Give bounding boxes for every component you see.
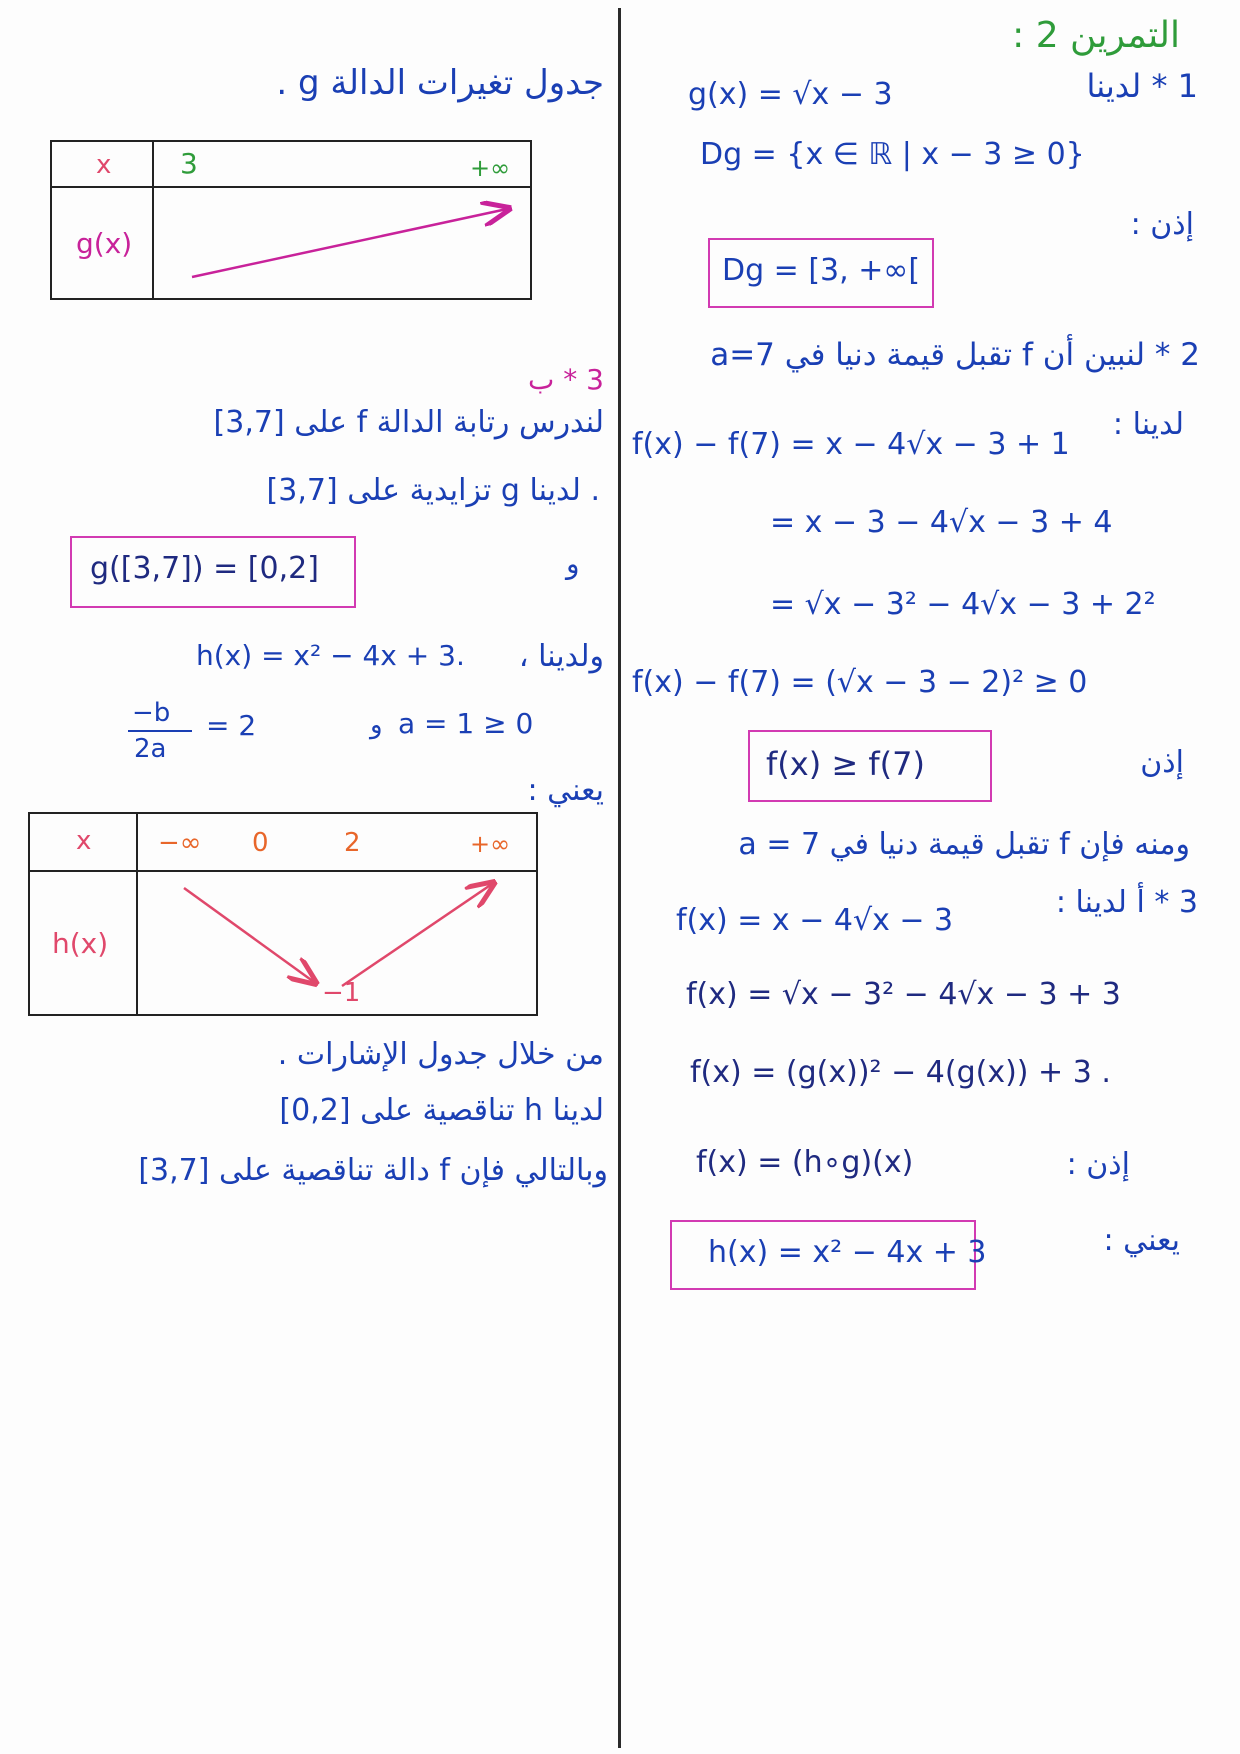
s3b-and-2: و <box>370 710 383 740</box>
s3b-conclusion-2: لدينا h تناقصية على [0,2] <box>279 1093 604 1128</box>
s3b-result-box <box>70 536 356 608</box>
s3-line-3: f(x) = (g(x))² − 4(g(x)) + 3 . <box>690 1055 1111 1090</box>
g-table-x-label: x <box>96 150 112 180</box>
h-table-x-label: x <box>76 826 92 856</box>
s3b-that-is: يعني : <box>527 773 604 808</box>
s2-line-2: = x − 3 − 4√x − 3 + 4 <box>770 505 1113 540</box>
s3b-we-have: ولدينا ، <box>518 639 604 674</box>
h-table-x-pos-inf: +∞ <box>470 830 511 858</box>
s1-g-definition: g(x) = √x − 3 <box>688 77 893 112</box>
s1-domain-set: Dg = {x ∈ ℝ | x − 3 ≥ 0} <box>700 137 1085 172</box>
s3b-line-2: . لدينا g تزايدية على [3,7] <box>266 473 600 508</box>
exercise-title: التمرين 2 : <box>1012 15 1180 56</box>
h-table-x-two: 2 <box>344 828 361 858</box>
s2-we-have: لدينا : <box>1112 407 1184 442</box>
s1-therefore: إذن : <box>1130 207 1194 242</box>
s3b-conclusion-3: وبالتالي فإن f دالة تناقصية على [3,7] <box>138 1153 608 1188</box>
s3-that-is: يعني : <box>1103 1223 1180 1258</box>
s2-conclusion: ومنه فإن f تقبل قيمة دنيا في a = 7 <box>738 827 1190 862</box>
h-decreasing-arrow <box>184 888 314 982</box>
g-table-x-end: +∞ <box>470 154 511 182</box>
column-divider <box>618 8 621 1748</box>
s3b-header: 3 * ب <box>528 363 604 396</box>
s3b-frac-denominator: 2a <box>134 734 167 764</box>
s1-label: 1 * لدينا <box>1086 67 1198 105</box>
s3b-h-definition: h(x) = x² − 4x + 3. <box>196 639 465 672</box>
s1-result: Dg = [3, +∞[ <box>722 253 921 288</box>
s3-line-4: f(x) = (h∘g)(x) <box>696 1145 914 1180</box>
s2-result-box <box>748 730 992 802</box>
s2-line-3: = √x − 3² − 4√x − 3 + 2² <box>770 587 1156 622</box>
s3-result: h(x) = x² − 4x + 3 <box>708 1235 987 1270</box>
s2-result: f(x) ≥ f(7) <box>766 745 925 783</box>
s3b-frac-numerator: −b <box>132 698 171 728</box>
s3-label: 3 * أ لدينا : <box>1055 885 1198 920</box>
s1-result-box <box>708 238 934 308</box>
s2-header: 2 * لنبين أن f تقبل قيمة دنيا في a=7 <box>710 337 1200 373</box>
s3b-leading-coef: a = 1 ≥ 0 <box>398 707 534 740</box>
s2-line-1: f(x) − f(7) = x − 4√x − 3 + 1 <box>632 427 1070 462</box>
s3b-line-1: لندرس رتابة الدالة f على [3,7] <box>213 405 604 440</box>
g-variation-table <box>50 140 532 300</box>
s3b-result: g([3,7]) = [0,2] <box>90 551 319 586</box>
s3-therefore: إذن : <box>1066 1147 1130 1182</box>
h-table-x-neg-inf: −∞ <box>158 828 202 858</box>
h-table-x-zero: 0 <box>252 828 269 858</box>
g-table-row-label: g(x) <box>76 227 133 260</box>
h-table-min-value: −1 <box>322 978 361 1008</box>
s3b-and: و <box>566 547 580 580</box>
g-table-x-start: 3 <box>180 147 198 180</box>
s3-line-2: f(x) = √x − 3² − 4√x − 3 + 3 <box>686 977 1121 1012</box>
s2-line-4: f(x) − f(7) = (√x − 3 − 2)² ≥ 0 <box>632 665 1088 700</box>
g-table-title: جدول تغيرات الدالة g . <box>276 63 604 103</box>
s3b-frac-bar <box>128 730 192 732</box>
h-variation-table <box>28 812 538 1016</box>
s3-result-box <box>670 1220 987 1290</box>
s3-line-1: f(x) = x − 4√x − 3 <box>676 903 954 938</box>
s3b-frac-value: = 2 <box>206 709 257 742</box>
h-increasing-arrow <box>342 884 492 986</box>
h-table-row-label: h(x) <box>52 927 109 960</box>
s3b-conclusion-1: من خلال جدول الإشارات . <box>277 1037 604 1072</box>
s2-therefore: إذن <box>1140 745 1184 780</box>
h-variation-arrows <box>30 814 536 1014</box>
g-increasing-arrow <box>52 142 530 298</box>
